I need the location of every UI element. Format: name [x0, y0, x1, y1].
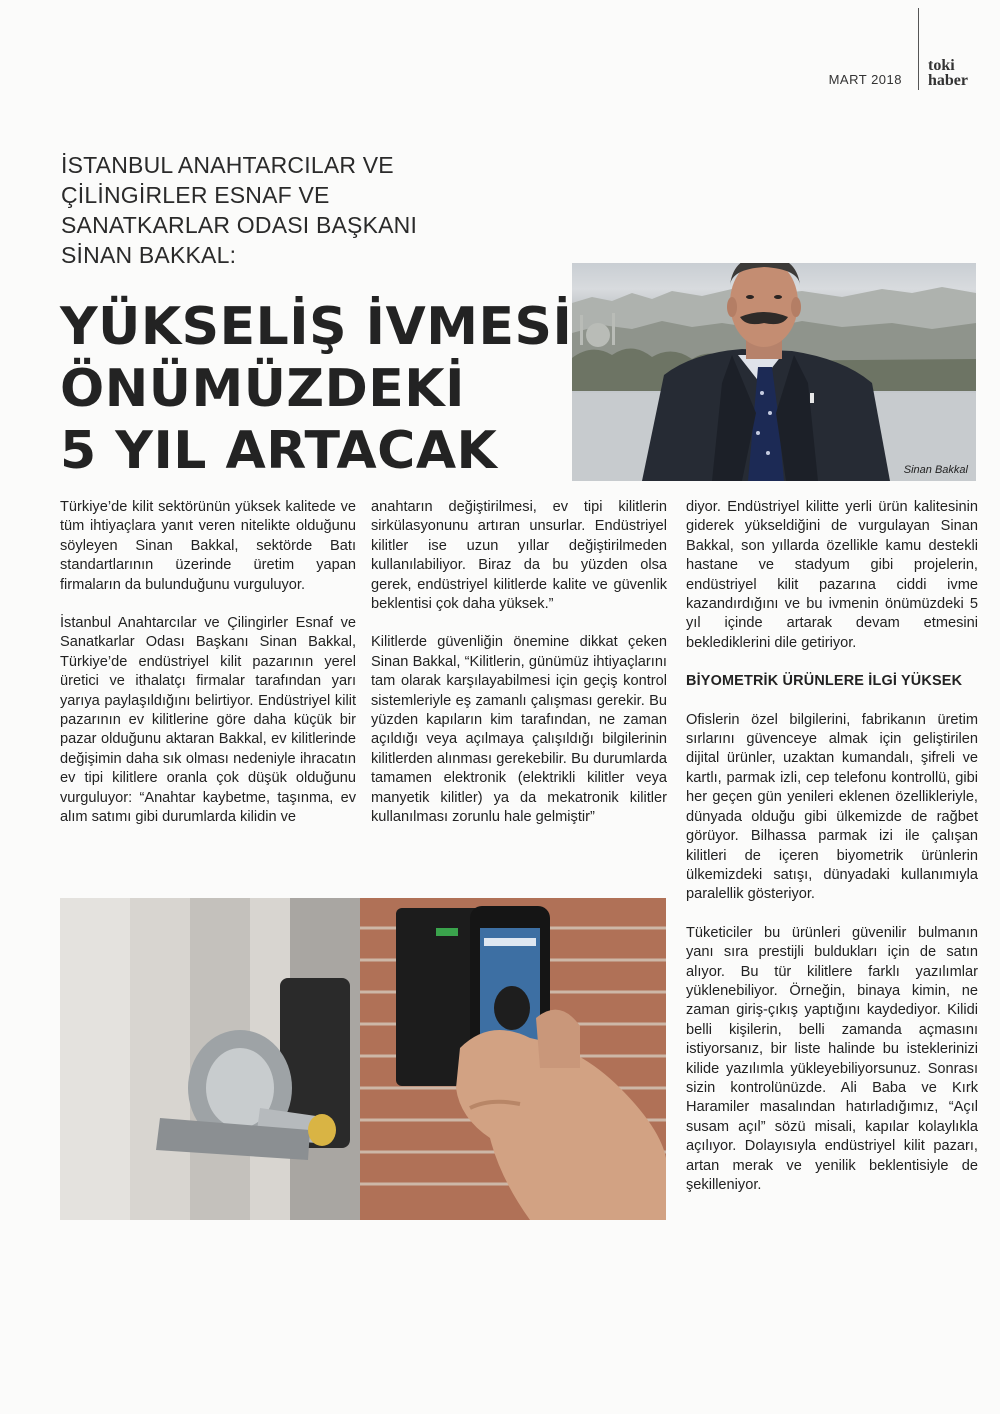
headline-line: ÖNÜMÜZDEKİ	[60, 359, 465, 419]
logo-line-2: haber	[928, 72, 968, 89]
paragraph: Türkiye’de kilit sektörünün yüksek kalitede ve tüm ihtiyaçlara yanıt veren nitelikte olduğunu söyleyen Sinan Bakkal, sektörde Batı standartlarının üzerinde üretim yapan firmaların da bulunduğunu vurguluyor.	[60, 499, 356, 593]
paragraph: diyor. Endüstriyel kilitte yerli ürün kalitesinin giderek yükseldiğini de vurgulayan Sinan Bakkal, son yıllarda özellikle kamu destekli hastane ve stadyum gibi projelerin, endüstriyel kilit pazarına ciddi ivme kazandırdığını ve bu ivmenin önümüzdeki 5 yıl içinde artarak devam etmesini beklediklerini dile getiriyor.	[686, 499, 978, 651]
article-column-1	[60, 498, 356, 847]
kicker-line: SANATKARLAR ODASI BAŞKANI	[61, 212, 418, 238]
issue-date: MART 2018	[828, 72, 902, 87]
paragraph: Ofislerin özel bilgilerini, fabrikanın üretim sırlarını güvenceye almak için geliştirilen dijital ürünler, uzaktan kumandalı, şifreli ve kartlı, parmak izli, cep telefonu kontrollü, gibi her geçen gün yenileri eklenen özellikleriyle, dünyada olduğu gibi ülkemizde de rağbet görüyor. Bilhassa parmak izi ile çalışan kilitleri de içeren biyometrik ürünlerin ülkemizdeki satışı, dünyadaki kullanımıyla paralellik gösteriyor.	[686, 711, 978, 903]
portrait-photo	[572, 263, 976, 481]
section-subheading: BİYOMETRİK ÜRÜNLERE İLGİ YÜKSEK	[686, 673, 963, 690]
kicker-line: ÇİLİNGİRLER ESNAF VE	[61, 182, 330, 208]
headline-line: 5 YIL ARTACAK	[60, 421, 498, 481]
paragraph: İstanbul Anahtarcılar ve Çilingirler Esnaf ve Sanatkarlar Odası Başkanı Sinan Bakkal, Türkiye’de endüstriyel kilit pazarının yerel üretici ve ithalatçı firmalar tarafından yarı yarıya paylaşıldığını belirtiyor. Endüstriyel kilit pazarının ev kilitlerine göre daha küçük bir pazar olduğunu aktaran Bakkal, ev kilitlerinde değişimin daha sık olması nedeniyle ihracatın ev tipi kilitlere oranla çok düşük olduğunu vurguluyor: “Anahtar kaybetme, taşınma, ev alım satımı gibi durumlarda kilidin ve	[60, 615, 356, 826]
article-kicker	[61, 150, 521, 270]
biometric-lock-photo	[60, 898, 666, 1220]
article-column-3	[686, 498, 978, 1214]
article-column-2	[371, 498, 667, 847]
paragraph: Tüketiciler bu ürünleri güvenilir bulmanın yanı sıra prestijli buldukları için de satın alıyor. Bu tür kilitlere farklı yazılımlar yüklenebiliyor. Örneğin, binaya kimin, ne zaman giriş-çıkış yaptığını kaydediyor. Kilidi belli kişilerin, belli zamanda açmasını istiyorsanız, bir liste halinde bu isteklerinizi kilide yazılımla yükleyebiliyorsunuz. Sonrası sizin kontrolünüzde. Ali Baba ve Kırk Haramiler masalından hatırladığımız, “Açıl susam açıl” sözü misali, kapılar kolaylıkla açılıyor. Dolayısıyla endüstriyel kilit pazarı, artan merak ve yenilik beklentisiyle de şekilleniyor.	[686, 924, 978, 1193]
paragraph: anahtarın değiştirilmesi, ev tipi kilitlerin sirkülasyonunu artıran unsurlar. Endüstriyel kilitler ise uzun yıllar değiştirilmeden kullanılabiliyor. Biraz da bu yüzden olsa gerek, endüstriyel kilitlerde kalite ve güvenlik beklentisi çok daha yüksek.”	[371, 499, 667, 613]
kicker-line: SİNAN BAKKAL:	[61, 242, 237, 268]
logo-line-1: toki	[928, 57, 955, 74]
kicker-line: İSTANBUL ANAHTARCILAR VE	[61, 152, 394, 178]
photo-caption: Sinan Bakkal	[903, 464, 968, 476]
magazine-logo	[928, 58, 988, 88]
portrait-illustration	[572, 263, 976, 481]
header-divider	[918, 8, 919, 90]
lock-illustration	[60, 898, 666, 1220]
paragraph: Kilitlerde güvenliğin önemine dikkat çeken Sinan Bakkal, “Kilitlerin, günümüz ihtiyaçlarını tam olarak karşılayabilmesi için geçiş kontrol sistemleriyle eş zamanlı çalışması gerekir. Bu yüzden kapıların kim tarafından, ne zaman açıldığı veya açılmaya çalışıldığı bilgilerinin kilitlerden alınması gerekebilir. Bu durumlarda tamamen elektronik (elektrikli kilitler veya manyetik kilitler) ya da mekatronik kilitler kullanılması zorunlu hale gelmiştir”	[371, 634, 667, 826]
headline-line: YÜKSELİŞ İVMESİ	[60, 297, 573, 357]
article-headline	[60, 296, 573, 482]
